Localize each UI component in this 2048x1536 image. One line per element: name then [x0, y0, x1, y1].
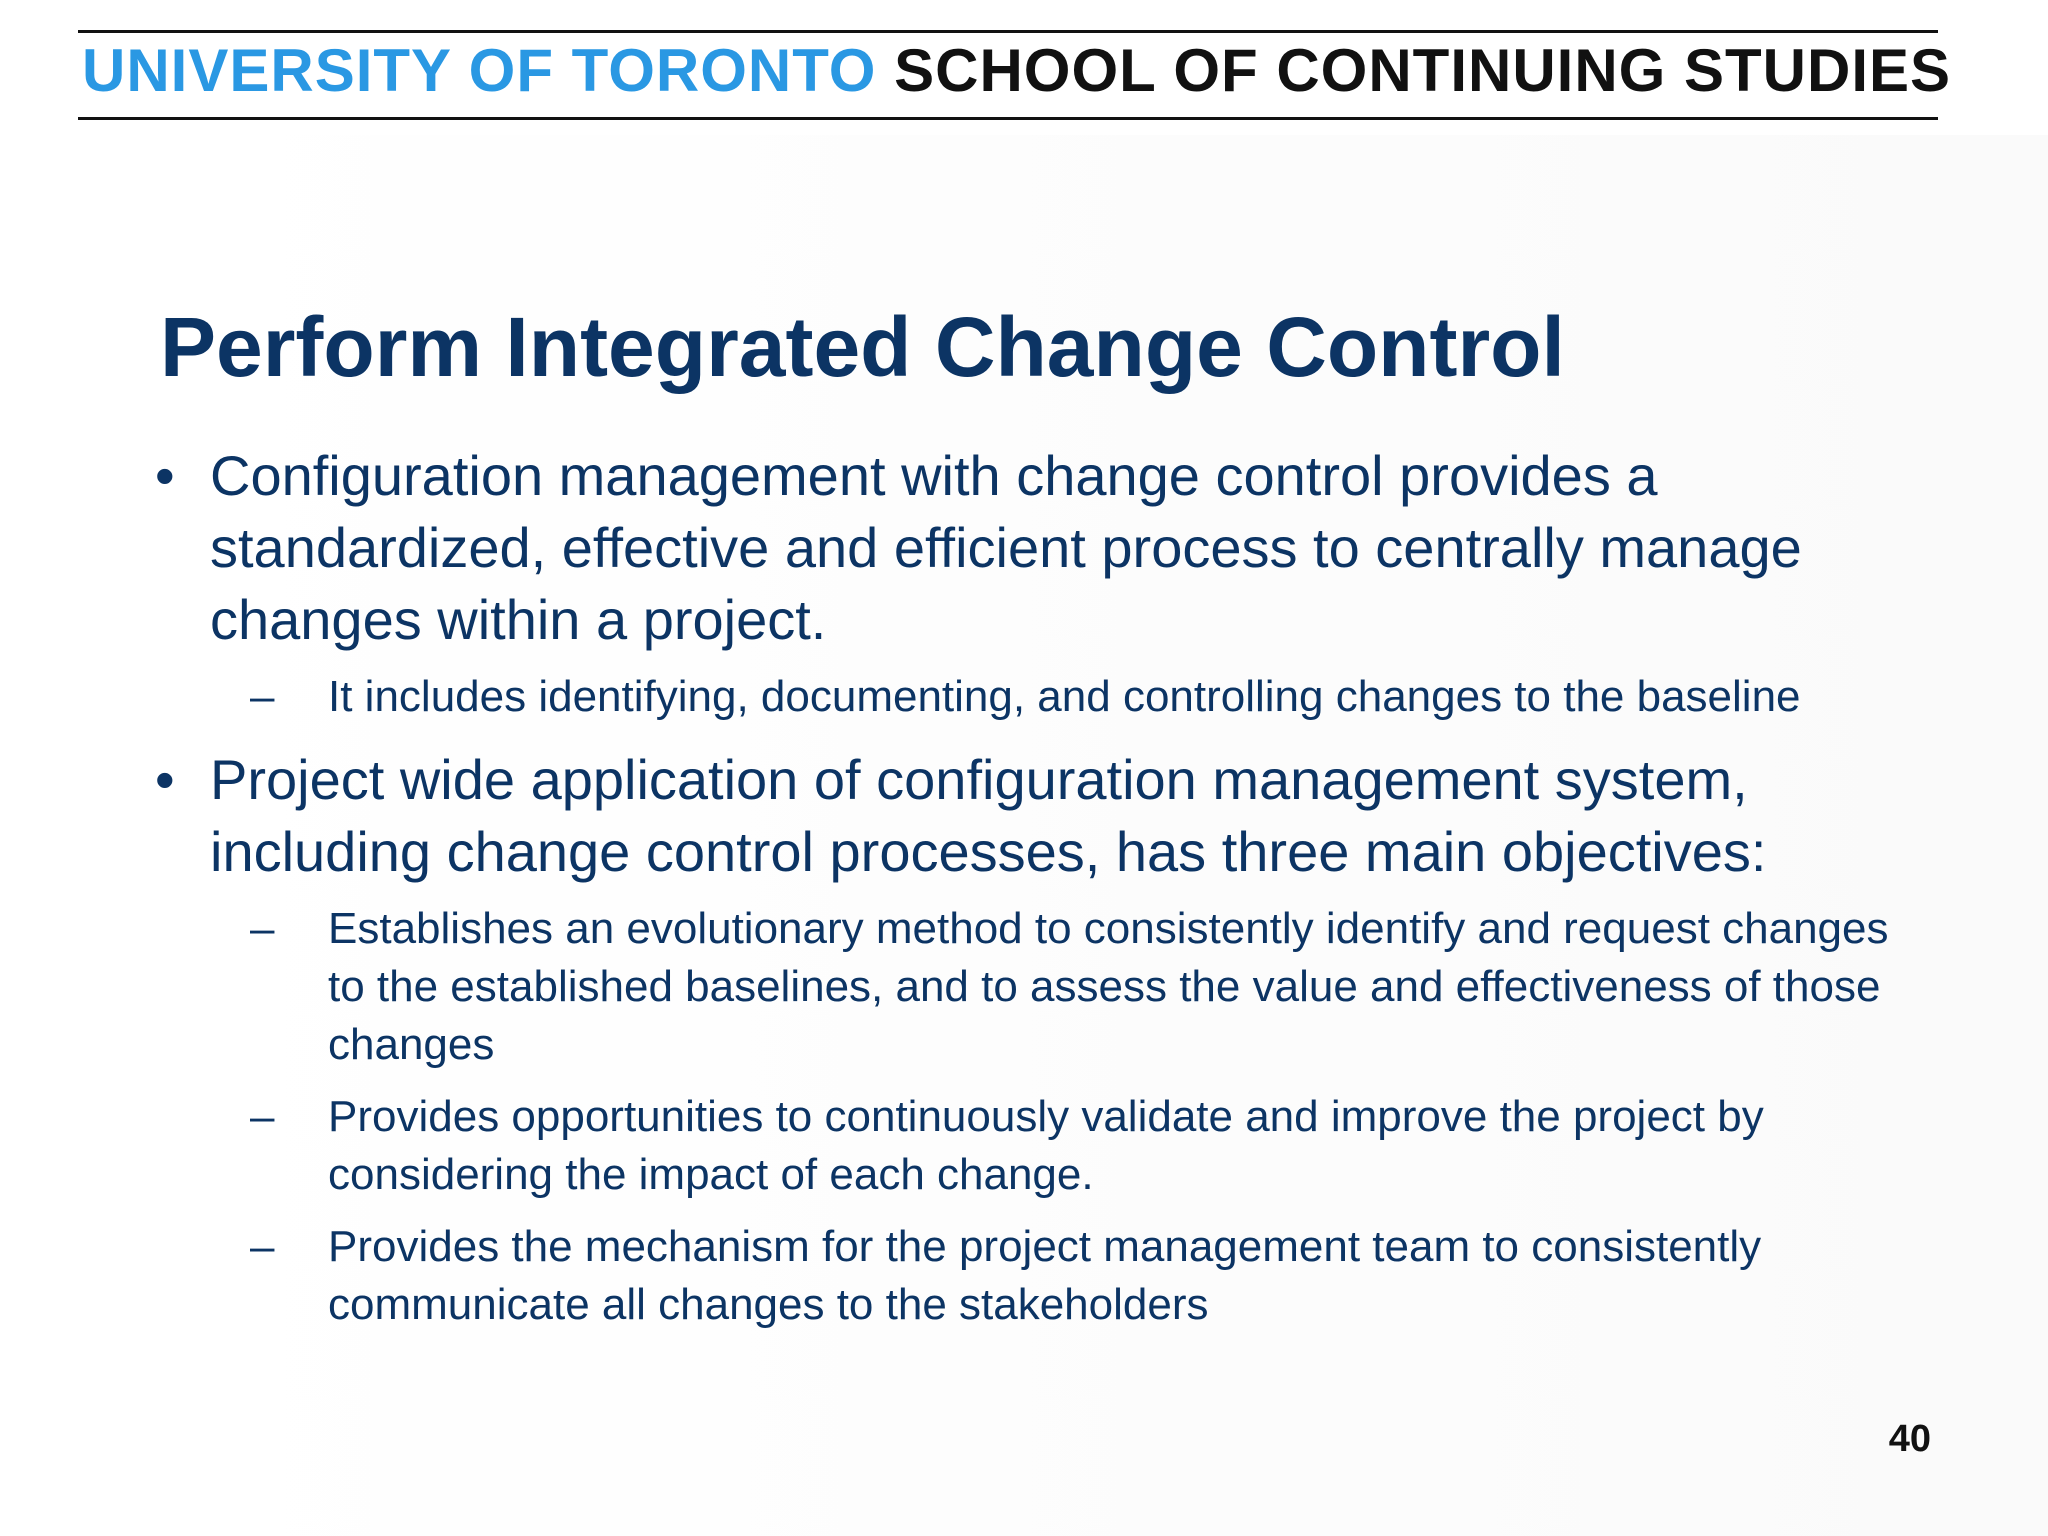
page-number: 40: [1888, 1418, 1931, 1460]
bullet-text: Configuration management with change control provides a standardized, effective and efficient process to centrally manage changes within a project.: [210, 444, 1802, 651]
bullet-item: [155, 744, 1935, 888]
sub-bullet-marker: –: [250, 672, 275, 721]
slide-header: [78, 30, 1952, 120]
slide-content: [155, 440, 1935, 1348]
sub-bullet-item: [155, 668, 1935, 726]
sub-bullet-text: Provides opportunities to continuously validate and improve the project by considering the impact of each change.: [328, 1092, 1764, 1199]
sub-bullet-marker: –: [250, 1092, 275, 1141]
bullet-item: [155, 440, 1935, 656]
sub-bullet-item: [155, 900, 1935, 1074]
header-school: SCHOOL OF CONTINUING STUDIES: [894, 37, 1952, 104]
header-university: UNIVERSITY OF TORONTO: [82, 37, 877, 104]
sub-bullet-item: [155, 1088, 1935, 1204]
sub-bullet-text: Establishes an evolutionary method to consistently identify and request changes to the established baselines, and to assess the value and effectiveness of those changes: [328, 904, 1889, 1069]
bullet-marker: •: [155, 444, 175, 507]
bullet-marker: •: [155, 748, 175, 811]
slide-title: Perform Integrated Change Control: [160, 300, 1565, 394]
sub-bullet-marker: –: [250, 904, 275, 953]
sub-bullet-text: It includes identifying, documenting, and controlling changes to the baseline: [328, 672, 1801, 721]
sub-bullet-text: Provides the mechanism for the project management team to consistently communicate all changes to the stakeholders: [328, 1222, 1762, 1329]
sub-bullet-item: [155, 1218, 1935, 1334]
sub-bullet-marker: –: [250, 1222, 275, 1271]
header-wordmark: [82, 37, 1952, 104]
bullet-text: Project wide application of configuration management system, including change control processes, has three main objectives:: [210, 748, 1767, 883]
